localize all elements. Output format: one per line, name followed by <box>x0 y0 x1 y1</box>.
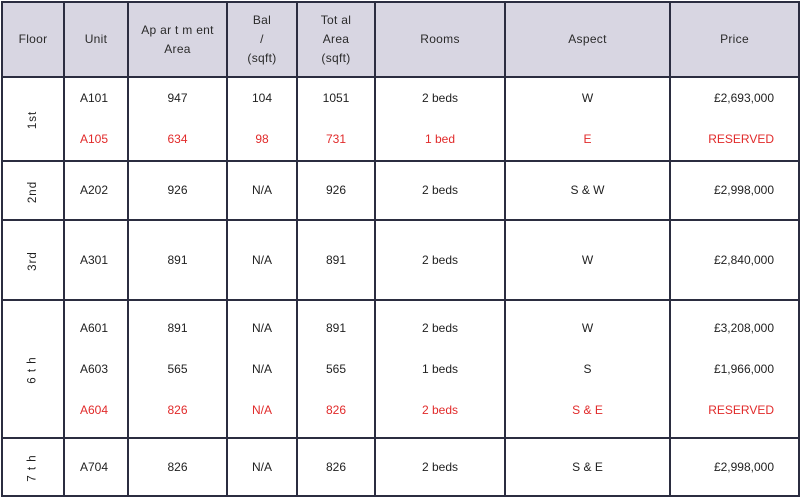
table-row <box>2 220 799 300</box>
aspect-cell <box>505 77 670 161</box>
area-value: 826 <box>167 402 188 417</box>
balcony-value: 104 <box>251 91 273 105</box>
floor-label: 3rd <box>27 251 39 271</box>
header-total-area: Tot al Area (sqft) <box>297 2 375 77</box>
aspect-value: S & E <box>572 402 603 417</box>
balcony-value: N/A <box>251 252 272 267</box>
balcony-cell <box>227 220 297 300</box>
rooms-cell <box>375 300 505 438</box>
balcony-cell <box>227 77 297 161</box>
unit-cell <box>64 77 128 161</box>
balcony-value: N/A <box>251 402 272 417</box>
balcony-value: N/A <box>251 320 272 335</box>
price-cell <box>670 300 799 438</box>
total-area-value: 826 <box>325 459 347 474</box>
area-cell <box>128 161 227 220</box>
header-unit: Unit <box>64 2 128 77</box>
aspect-value: S & E <box>572 459 603 474</box>
total-area-value: 1051 <box>322 91 350 105</box>
aspect-value: W <box>581 91 594 105</box>
rooms-value: 2 beds <box>421 402 459 417</box>
total-area-value: 891 <box>325 252 347 267</box>
aspect-value: W <box>581 320 594 335</box>
price-value: £3,208,000 <box>713 320 774 335</box>
floor-cell <box>2 77 64 161</box>
unit-value: A604 <box>80 402 109 417</box>
balcony-value: N/A <box>251 459 272 474</box>
total-area-value: 565 <box>325 361 347 376</box>
price-value: RESERVED <box>708 402 774 417</box>
balcony-value: N/A <box>251 183 272 197</box>
floor-cell <box>2 300 64 438</box>
header-aspect: Aspect <box>505 2 670 77</box>
area-cell <box>128 220 227 300</box>
aspect-value: W <box>581 252 594 267</box>
header-balcony: Bal / (sqft) <box>227 2 297 77</box>
floor-label: 6 t h <box>26 356 39 384</box>
price-value: £2,840,000 <box>713 252 774 267</box>
aspect-value: E <box>583 132 592 146</box>
price-cell <box>670 77 799 161</box>
area-value: 891 <box>167 320 188 335</box>
unit-cell <box>64 300 128 438</box>
unit-cell <box>64 438 128 496</box>
balcony-cell <box>227 161 297 220</box>
aspect-cell <box>505 161 670 220</box>
rooms-value: 1 beds <box>421 361 459 376</box>
total-area-value: 891 <box>325 320 347 335</box>
unit-value: A601 <box>80 320 109 335</box>
area-value: 634 <box>167 132 188 146</box>
floor-label: 2nd <box>27 180 39 203</box>
rooms-value: 2 beds <box>421 459 459 474</box>
rooms-value: 2 beds <box>421 252 459 267</box>
total-area-cell <box>297 161 375 220</box>
total-area-value: 731 <box>325 132 347 146</box>
total-area-cell <box>297 220 375 300</box>
table-row <box>2 77 799 161</box>
rooms-cell <box>375 77 505 161</box>
total-area-cell <box>297 438 375 496</box>
floor-cell <box>2 220 64 300</box>
area-cell <box>128 77 227 161</box>
header-floor: Floor <box>2 2 64 77</box>
price-cell <box>670 438 799 496</box>
price-value: £2,693,000 <box>713 91 774 105</box>
header-apartment-area: Ap ar t m ent Area <box>128 2 227 77</box>
table-row <box>2 300 799 438</box>
price-value: £2,998,000 <box>713 183 774 197</box>
aspect-cell <box>505 220 670 300</box>
unit-value: A704 <box>80 459 109 474</box>
unit-value: A202 <box>80 183 109 197</box>
area-cell <box>128 300 227 438</box>
header-rooms: Rooms <box>375 2 505 77</box>
rooms-cell <box>375 161 505 220</box>
aspect-value: S <box>583 361 592 376</box>
aspect-cell <box>505 300 670 438</box>
area-cell <box>128 438 227 496</box>
unit-value: A105 <box>80 132 109 146</box>
header-price: Price <box>670 2 799 77</box>
total-area-cell <box>297 300 375 438</box>
rooms-cell <box>375 438 505 496</box>
floor-cell <box>2 438 64 496</box>
area-value: 565 <box>167 361 188 376</box>
unit-value: A603 <box>80 361 109 376</box>
table-row <box>2 161 799 220</box>
header-row <box>2 2 799 77</box>
area-value: 947 <box>167 91 188 105</box>
aspect-value: S & W <box>570 183 605 197</box>
balcony-cell <box>227 300 297 438</box>
rooms-cell <box>375 220 505 300</box>
aspect-cell <box>505 438 670 496</box>
unit-cell <box>64 161 128 220</box>
availability-table <box>1 1 800 497</box>
price-value: RESERVED <box>708 132 774 146</box>
total-area-cell <box>297 77 375 161</box>
price-value: £1,966,000 <box>713 361 774 376</box>
price-value: £2,998,000 <box>713 459 774 474</box>
table-body <box>2 77 799 496</box>
table-row <box>2 438 799 496</box>
balcony-value: 98 <box>255 132 269 146</box>
balcony-value: N/A <box>251 361 272 376</box>
total-area-value: 826 <box>325 402 347 417</box>
balcony-cell <box>227 438 297 496</box>
unit-value: A101 <box>80 91 109 105</box>
rooms-value: 2 beds <box>421 320 459 335</box>
unit-cell <box>64 220 128 300</box>
price-cell <box>670 220 799 300</box>
price-cell <box>670 161 799 220</box>
rooms-value: 2 beds <box>421 91 459 105</box>
unit-value: A301 <box>80 252 109 267</box>
floor-label: 7 t h <box>26 454 39 482</box>
floor-cell <box>2 161 64 220</box>
rooms-value: 1 bed <box>424 132 456 146</box>
table-header <box>2 2 799 77</box>
total-area-value: 926 <box>325 183 347 197</box>
rooms-value: 2 beds <box>421 183 459 197</box>
area-value: 891 <box>167 252 188 267</box>
area-value: 926 <box>167 183 188 197</box>
floor-label: 1st <box>27 110 39 130</box>
area-value: 826 <box>167 459 188 474</box>
